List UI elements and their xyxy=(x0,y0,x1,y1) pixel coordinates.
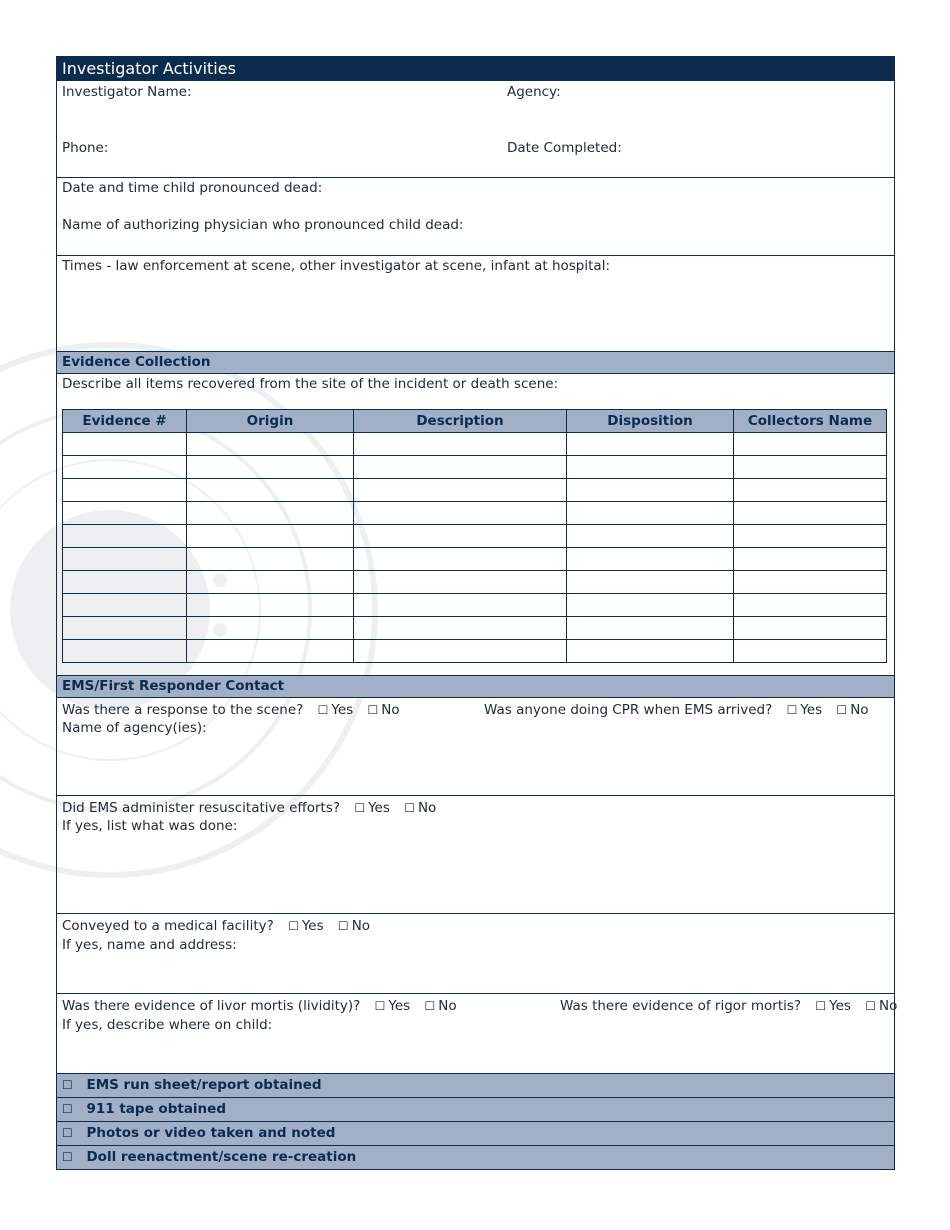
evidence-cell[interactable] xyxy=(567,548,734,571)
livor-no-label: No xyxy=(438,998,457,1014)
response-yes-label: Yes xyxy=(331,702,354,718)
conveyed-question xyxy=(62,918,370,934)
checklist-checkbox[interactable]: ☐ xyxy=(62,1150,73,1164)
evidence-row xyxy=(63,456,887,479)
ems-resus-section xyxy=(57,795,894,913)
rigor-yes-label: Yes xyxy=(829,998,851,1014)
conveyed-no-checkbox[interactable]: ☐ xyxy=(337,919,349,933)
agency-names-label: Name of agency(ies): xyxy=(62,720,207,736)
checklist-item[interactable] xyxy=(57,1145,894,1169)
evidence-table xyxy=(62,409,887,663)
evidence-cell[interactable] xyxy=(187,502,354,525)
evidence-cell[interactable] xyxy=(734,571,887,594)
evidence-row xyxy=(63,479,887,502)
checklist-label: EMS run sheet/report obtained xyxy=(86,1077,322,1093)
evidence-section xyxy=(57,373,894,675)
evidence-cell[interactable] xyxy=(567,456,734,479)
evidence-cell[interactable] xyxy=(354,548,567,571)
cpr-question xyxy=(484,702,869,718)
evidence-cell[interactable] xyxy=(354,456,567,479)
evidence-cell[interactable] xyxy=(354,594,567,617)
evidence-column-header: Description xyxy=(354,410,567,433)
checklist-checkbox[interactable]: ☐ xyxy=(62,1102,73,1116)
investigator-info-section xyxy=(57,81,894,177)
evidence-cell[interactable] xyxy=(354,433,567,456)
rigor-question-text: Was there evidence of rigor mortis? xyxy=(560,998,802,1014)
ems-conveyed-section xyxy=(57,913,894,993)
evidence-row xyxy=(63,433,887,456)
resus-list-label: If yes, list what was done: xyxy=(62,818,238,834)
livor-question-text: Was there evidence of livor mortis (lividity)? xyxy=(62,998,361,1014)
checklist-label: Photos or video taken and noted xyxy=(86,1125,336,1141)
evidence-cell[interactable] xyxy=(354,479,567,502)
date-time-pronounced-label: Date and time child pronounced dead: xyxy=(62,180,323,196)
evidence-cell[interactable] xyxy=(734,479,887,502)
livor-yes-checkbox[interactable]: ☐ xyxy=(374,999,386,1013)
conveyed-address-label: If yes, name and address: xyxy=(62,937,237,953)
resus-yes-checkbox[interactable]: ☐ xyxy=(354,801,366,815)
evidence-cell[interactable] xyxy=(734,548,887,571)
resus-no-label: No xyxy=(417,800,437,816)
cpr-question-text: Was anyone doing CPR when EMS arrived? xyxy=(484,702,773,718)
evidence-cell[interactable] xyxy=(63,594,187,617)
rigor-no-checkbox[interactable]: ☐ xyxy=(865,999,876,1013)
evidence-cell[interactable] xyxy=(187,479,354,502)
evidence-cell[interactable] xyxy=(63,456,187,479)
evidence-row xyxy=(63,594,887,617)
evidence-cell[interactable] xyxy=(567,571,734,594)
response-no-checkbox[interactable]: ☐ xyxy=(367,703,379,717)
conveyed-no-label: No xyxy=(351,918,371,934)
evidence-cell[interactable] xyxy=(567,433,734,456)
evidence-cell[interactable] xyxy=(63,525,187,548)
evidence-cell[interactable] xyxy=(734,502,887,525)
times-section xyxy=(57,255,894,351)
cpr-yes-checkbox[interactable]: ☐ xyxy=(786,703,798,717)
cpr-no-checkbox[interactable]: ☐ xyxy=(836,703,848,717)
evidence-cell[interactable] xyxy=(187,571,354,594)
evidence-collection-heading: Evidence Collection xyxy=(57,351,894,373)
rigor-question xyxy=(560,998,897,1014)
evidence-cell[interactable] xyxy=(354,525,567,548)
evidence-row xyxy=(63,640,887,663)
conveyed-yes-checkbox[interactable]: ☐ xyxy=(288,919,299,933)
evidence-row xyxy=(63,525,887,548)
response-yes-checkbox[interactable]: ☐ xyxy=(317,703,329,717)
evidence-cell[interactable] xyxy=(187,617,354,640)
evidence-cell[interactable] xyxy=(354,640,567,663)
evidence-cell[interactable] xyxy=(63,433,187,456)
resus-question-text: Did EMS administer resuscitative efforts? xyxy=(62,800,341,816)
rigor-yes-checkbox[interactable]: ☐ xyxy=(815,999,827,1013)
rigor-no-label: No xyxy=(878,998,898,1014)
response-no-label: No xyxy=(381,702,400,718)
evidence-row xyxy=(63,617,887,640)
evidence-cell[interactable] xyxy=(734,617,887,640)
evidence-cell[interactable] xyxy=(734,640,887,663)
investigator-activities-form xyxy=(56,56,898,1170)
evidence-cell[interactable] xyxy=(63,502,187,525)
evidence-column-header: Collectors Name xyxy=(734,410,887,433)
evidence-cell[interactable] xyxy=(187,548,354,571)
livor-where-label: If yes, describe where on child: xyxy=(62,1017,273,1033)
cpr-no-label: No xyxy=(850,702,869,718)
livor-question xyxy=(62,998,457,1014)
evidence-cell[interactable] xyxy=(187,640,354,663)
evidence-cell[interactable] xyxy=(567,640,734,663)
livor-yes-label: Yes xyxy=(388,998,411,1014)
conveyed-question-text: Conveyed to a medical facility? xyxy=(62,918,274,934)
resus-no-checkbox[interactable]: ☐ xyxy=(404,801,415,815)
evidence-cell[interactable] xyxy=(354,571,567,594)
evidence-cell[interactable] xyxy=(187,433,354,456)
resus-yes-label: Yes xyxy=(368,800,390,816)
ems-heading: EMS/First Responder Contact xyxy=(57,675,894,697)
evidence-row xyxy=(63,548,887,571)
checklist-checkbox[interactable]: ☐ xyxy=(62,1078,73,1092)
investigator-name-label: Investigator Name: xyxy=(62,84,192,100)
evidence-cell[interactable] xyxy=(734,456,887,479)
evidence-cell[interactable] xyxy=(734,433,887,456)
cpr-yes-label: Yes xyxy=(800,702,823,718)
evidence-cell[interactable] xyxy=(734,525,887,548)
evidence-cell[interactable] xyxy=(567,525,734,548)
evidence-cell[interactable] xyxy=(63,617,187,640)
form-title: Investigator Activities xyxy=(57,57,894,81)
checklist-checkbox[interactable]: ☐ xyxy=(62,1126,73,1140)
evidence-cell[interactable] xyxy=(567,594,734,617)
livor-no-checkbox[interactable]: ☐ xyxy=(424,999,436,1013)
ems-mortis-section xyxy=(57,993,898,1073)
evidence-cell[interactable] xyxy=(354,502,567,525)
evidence-cell[interactable] xyxy=(187,594,354,617)
phone-label: Phone: xyxy=(62,140,109,156)
agency-label: Agency: xyxy=(507,84,561,100)
evidence-cell[interactable] xyxy=(567,479,734,502)
checklist-item[interactable] xyxy=(57,1073,894,1097)
evidence-row xyxy=(63,571,887,594)
physician-label: Name of authorizing physician who pronounced child dead: xyxy=(62,217,464,233)
evidence-cell[interactable] xyxy=(63,548,187,571)
evidence-cell[interactable] xyxy=(567,502,734,525)
evidence-row xyxy=(63,502,887,525)
evidence-cell[interactable] xyxy=(354,617,567,640)
evidence-column-header: Evidence # xyxy=(63,410,187,433)
pronounced-dead-section xyxy=(57,177,894,255)
evidence-cell[interactable] xyxy=(567,617,734,640)
response-question xyxy=(62,702,400,718)
times-label: Times - law enforcement at scene, other investigator at scene, infant at hospital: xyxy=(62,258,610,274)
evidence-cell[interactable] xyxy=(63,571,187,594)
checklist-label: 911 tape obtained xyxy=(86,1101,226,1117)
conveyed-yes-label: Yes xyxy=(301,918,324,934)
evidence-cell[interactable] xyxy=(63,640,187,663)
response-question-text: Was there a response to the scene? xyxy=(62,702,304,718)
evidence-cell[interactable] xyxy=(63,479,187,502)
evidence-cell[interactable] xyxy=(734,594,887,617)
evidence-cell[interactable] xyxy=(187,456,354,479)
checklist-item[interactable] xyxy=(57,1097,894,1121)
evidence-column-header: Origin xyxy=(187,410,354,433)
date-completed-label: Date Completed: xyxy=(507,140,622,156)
resus-question xyxy=(62,800,436,816)
ems-response-section xyxy=(57,697,894,795)
evidence-column-header: Disposition xyxy=(567,410,734,433)
evidence-cell[interactable] xyxy=(187,525,354,548)
evidence-describe-label: Describe all items recovered from the site of the incident or death scene: xyxy=(62,376,559,392)
checklist-item[interactable] xyxy=(57,1121,894,1145)
checklist-label: Doll reenactment/scene re-creation xyxy=(86,1149,357,1165)
